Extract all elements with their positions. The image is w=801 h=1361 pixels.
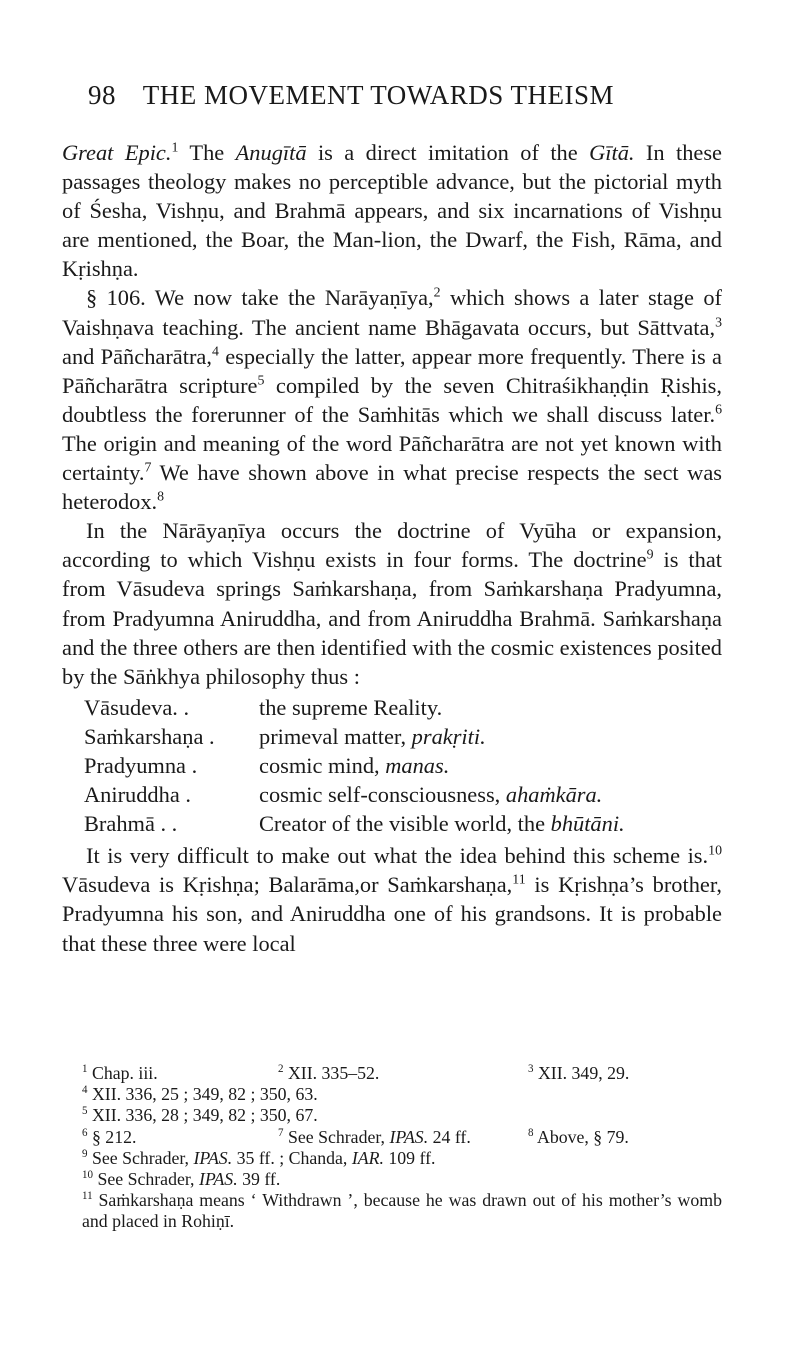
- footnote-4: $^4$ XII. 336, 25 ; 349, 82 ; 350, 63.: [82, 1084, 318, 1105]
- footnote-7: $^7$ See Schrader, IPAS. 24 ff.: [278, 1126, 471, 1147]
- vyuha-row: [84, 809, 722, 838]
- vyuha-meaning: the supreme Reality.: [259, 694, 443, 720]
- vyuha-row: [84, 780, 722, 809]
- vyuha-meaning: cosmic self-consciousness, ahaṁkāra.: [259, 782, 603, 808]
- vyuha-term: Vāsudeva. .: [84, 694, 190, 720]
- vyuha-meaning: primeval matter, prakṛiti.: [259, 723, 486, 749]
- footnote-row: [62, 1063, 722, 1084]
- vyuha-term: Pradyumna .: [84, 752, 198, 778]
- vyuha-row: [84, 722, 722, 751]
- footnote-3: $^3$ XII. 349, 29.: [528, 1063, 630, 1083]
- vyuha-term: Brahmā . .: [84, 811, 178, 837]
- vyuha-term: Aniruddha .: [84, 782, 191, 808]
- footnote-8: $^8$ Above, § 79.: [528, 1126, 629, 1147]
- running-title: THE MOVEMENT TOWARDS THEISM: [142, 80, 615, 110]
- main-text: [62, 138, 722, 958]
- paragraph-narayaniya: § 106. We now take the Narāyaṇīya,$^2$ which shows a later stage of Vaishṇava teaching. The ancient name Bhāgavata occurs, but Sāttvata,$^3$ and Pāñcharātra,$^4$ especially the latter, appear more frequently. There is a Pāñcharātra scripture$^5$ compiled by the seven Chitraśikhaṇḍin Ṛishis, doubtless the forerunner of the Saṁhitās which we shall discuss later.$^6$ The origin and meaning of the word Pāñcharātra are not yet known with certainty.$^7$ We have shown above in what precise respects the sect was heterodox.$^8$: [62, 285, 722, 515]
- footnote-11: $^{11}$ Saṁkarshaṇa means ‘ Withdrawn ’, because he was drawn out of his mother’s womb and placed in Rohiṇī.: [82, 1190, 722, 1232]
- vyuha-term: Saṁkarshaṇa .: [84, 723, 215, 749]
- vyuha-row: [84, 693, 722, 722]
- footnotes: [62, 1063, 722, 1233]
- footnote-6: $^6$ § 212.: [82, 1126, 137, 1147]
- vyuha-table: [84, 693, 722, 838]
- footnote-2: $^2$ XII. 335–52.: [278, 1063, 380, 1083]
- footnote-1: $^1$ Chap. iii.: [82, 1063, 158, 1083]
- paragraph-great-epic: Great Epic.$^1$ The Anugītā is a direct imitation of the Gītā. In these passages theology makes no perceptible advance, but the pictorial myth of Śesha, Vishṇu, and Brahmā appears, and six incarnations of Vishṇu are mentioned, the Boar, the Man-lion, the Dwarf, the Fish, Rāma, and Kṛishṇa.: [62, 140, 722, 282]
- vyuha-meaning: cosmic mind, manas.: [259, 752, 450, 778]
- vyuha-row: [84, 751, 722, 780]
- vyuha-meaning: Creator of the visible world, the bhūtāni.: [259, 811, 625, 837]
- footnote-row: [62, 1127, 722, 1148]
- paragraph-closing: It is very difficult to make out what the idea behind this scheme is.$^{10}$ Vāsudeva is Kṛishṇa; Balarāma,or Saṁkarshaṇa,$^{11}$ is Kṛishṇa’s brother, Pradyumna his son, and Aniruddha one of his grandsons. It is probable that these three were local: [62, 843, 722, 956]
- paragraph-vyuha: In the Nārāyaṇīya occurs the doctrine of Vyūha or expansion, according to which Vishṇu exists in four forms. The doctrine$^9$ is that from Vāsudeva springs Saṁkarshaṇa, from Saṁkarshaṇa Pradyumna, from Pradyumna Aniruddha, and from Aniruddha Brahmā. Saṁkarshaṇa and the three others are then identified with the cosmic existences posited by the Sāṅkhya philosophy thus :: [62, 518, 722, 689]
- page-number: 98: [88, 80, 116, 110]
- footnote-5: $^5$ XII. 336, 28 ; 349, 82 ; 350, 67.: [82, 1105, 318, 1126]
- footnote-9: $^9$ See Schrader, IPAS. 35 ff. ; Chanda, IAR. 109 ff.: [82, 1147, 436, 1168]
- running-header: [88, 80, 688, 111]
- footnote-10: $^{10}$ See Schrader, IPAS. 39 ff.: [82, 1169, 281, 1190]
